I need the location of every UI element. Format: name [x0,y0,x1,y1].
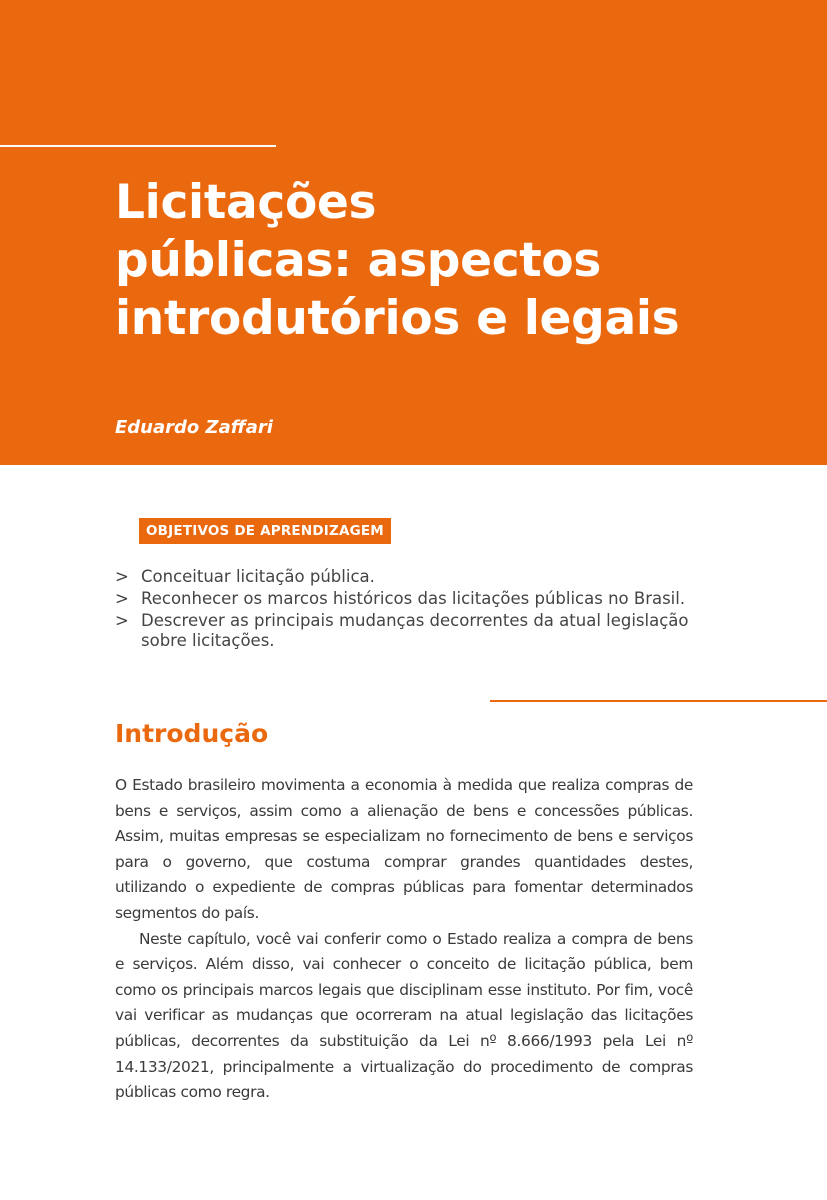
objective-text: Conceituar licitação pública. [141,567,375,586]
objectives-list [115,567,705,653]
author-name: Eduardo Zaffari [115,417,273,438]
chevron-right-icon: > [115,611,129,630]
objective-item [115,589,705,609]
body-paragraph: Neste capítulo, você vai conferir como o Estado realiza a compra de bens e serviços. Além disso, vai conhecer o conceito de licitação pública, bem como os principais marcos legais que disciplinam esse instituto. Por fim, você vai verificar as mudanças que ocorreram na atual legislação das licitações públicas, decorrentes da substituição da Lei nº 8.666/1993 pela Lei nº 14.133/2021, principalmente a virtualização do procedimento de compras públicas como regra. [115,929,693,1102]
section-heading: Introdução [115,719,269,748]
section-divider [490,700,827,702]
objective-item [115,611,705,651]
chapter-title-line: Licitações [115,175,377,230]
chapter-title-line: introdutórios e legais [115,291,680,346]
objectives-label: OBJETIVOS DE APRENDIZAGEM [139,518,391,544]
header-divider [0,145,276,147]
chevron-right-icon: > [115,589,129,608]
chapter-title [115,174,755,348]
body-paragraph: O Estado brasileiro movimenta a economia à medida que realiza compras de bens e serviços, assim como a alienação de bens e concessões públicas. Assim, muitas empresas se especializam no fornecimento de bens e serviços para o governo, que costuma comprar grandes quantidades destes, utilizando o expediente de compras públicas para fomentar determinados segmentos do país. [115,776,693,922]
introduction-body [115,773,693,1106]
chevron-right-icon: > [115,567,129,586]
objective-text: Reconhecer os marcos históricos das licitações públicas no Brasil. [141,589,686,608]
objective-text: Descrever as principais mudanças decorrentes da atual legislação sobre licitações. [141,611,689,650]
chapter-title-line: públicas: aspectos [115,233,602,288]
objective-item [115,567,705,587]
